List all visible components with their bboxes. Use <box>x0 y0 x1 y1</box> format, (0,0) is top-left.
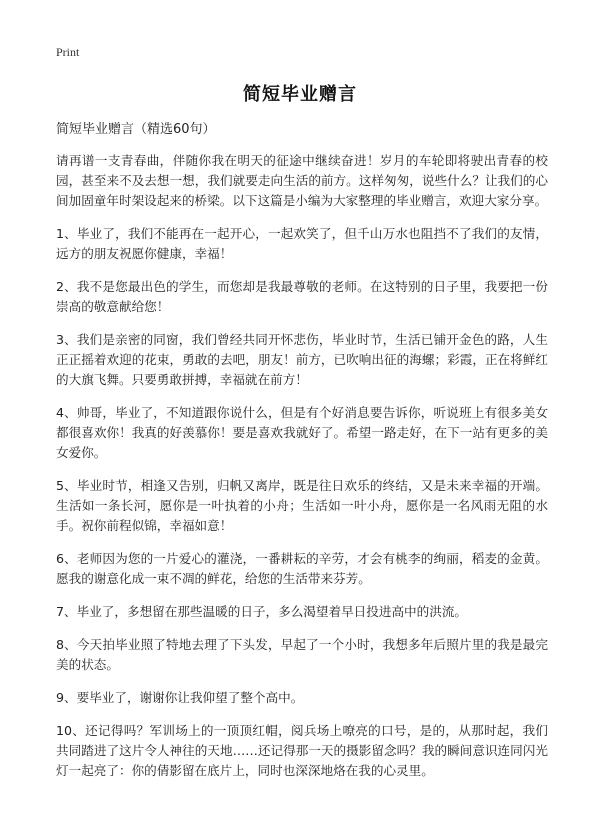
quote-item-10: 10、还记得吗？军训场上的一顶顶红帽，阅兵场上嘹亮的口号，是的，从那时起，我们共同踏进了这片令人神往的天地……还记得那一天的摄影留念吗？我的瞬间意识连同闪光灯一起亮了：你的倩影留在底片上，同时也深深地烙在我的心灵里。 <box>56 723 548 778</box>
quote-item-3: 3、我们是亲密的同窗，我们曾经共同开怀悲伤，毕业时节，生活已铺开金色的路，人生正正摇着欢迎的花束，勇敢的去吧，朋友！前方，已吹响出征的海螺；彩霞，正在将鲜红的大旗飞舞。只要勇敢拼搏，幸福就在前方！ <box>56 332 548 387</box>
quote-item-1: 1、毕业了，我们不能再在一起开心，一起欢笑了，但千山万水也阻挡不了我们的友情，远方的朋友祝愿你健康，幸福！ <box>56 226 548 261</box>
quote-item-2: 2、我不是您最出色的学生，而您却是我最尊敬的老师。在这特别的日子里，我要把一份崇高的敬意献给您！ <box>56 279 548 314</box>
print-link[interactable]: Print <box>56 45 80 59</box>
document-body <box>56 120 548 794</box>
page-title: 简短毕业赠言 <box>243 84 357 105</box>
quote-item-5: 5、毕业时节，相逢又告别，归帆又离岸，既是往日欢乐的终结，又是未来幸福的开端。生活如一条长河，愿你是一叶执着的小舟；生活如一叶小舟，愿你是一名风雨无阻的水手。祝你前程似锦，幸福如意！ <box>56 478 548 533</box>
document-subtitle: 简短毕业赠言（精选60句） <box>56 122 216 137</box>
quote-item-8: 8、今天拍毕业照了特地去理了下头发，早起了一个小时，我想多年后照片里的我是最完美的状态。 <box>56 637 548 672</box>
quote-item-6: 6、老师因为您的一片爱心的灌浇，一番耕耘的辛劳，才会有桃李的绚丽，稻麦的金黄。愿我的谢意化成一束不凋的鲜花，给您的生活带来芬芳。 <box>56 551 548 586</box>
intro-paragraph: 请再谱一支青春曲，伴随你我在明天的征途中继续奋进！岁月的车轮即将驶出青春的校园，甚至来不及去想一想，我们就要走向生活的前方。这样匆匆，说些什么？让我们的心间加固童年时架设起来的桥梁。以下这篇是小编为大家整理的毕业赠言，欢迎大家分享。 <box>56 153 548 208</box>
quote-item-4: 4、帅哥，毕业了，不知道跟你说什么，但是有个好消息要告诉你，听说班上有很多美女都很喜欢你！我真的好羡慕你！要是喜欢我就好了。希望一路走好，在下一站有更多的美女爱你。 <box>56 405 548 460</box>
quote-item-7: 7、毕业了，多想留在那些温暖的日子，多么渴望着早日投进高中的洪流。 <box>56 604 468 619</box>
quote-item-9: 9、要毕业了，谢谢你让我仰望了整个高中。 <box>56 690 304 705</box>
